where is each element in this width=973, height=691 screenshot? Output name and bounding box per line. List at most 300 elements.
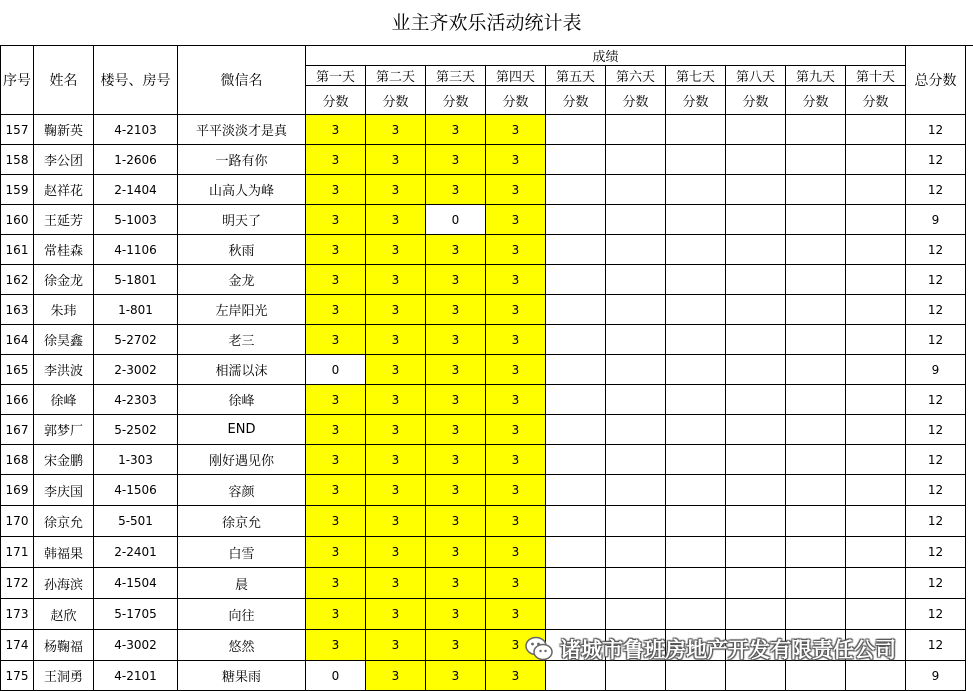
cell-seq: 157: [1, 115, 34, 145]
cell-score: [666, 355, 726, 385]
table-row: [1, 265, 966, 295]
cell-seq: 171: [1, 537, 34, 568]
cell-total: 9: [906, 355, 966, 385]
cell-seq: 173: [1, 599, 34, 630]
cell-total: 12: [906, 115, 966, 145]
cell-seq: 162: [1, 265, 34, 295]
cell-score: 3: [426, 506, 486, 537]
cell-name: 王延芳: [34, 205, 94, 235]
cell-name: 杨鞠福: [34, 630, 94, 661]
cell-score: [846, 415, 906, 445]
cell-score: [846, 445, 906, 475]
cell-score: 3: [426, 630, 486, 661]
cell-score: [546, 295, 606, 325]
cell-score: 3: [366, 630, 426, 661]
table-row: [1, 475, 966, 506]
cell-score: 3: [486, 385, 546, 415]
cell-score: 3: [486, 537, 546, 568]
cell-name: 鞠新英: [34, 115, 94, 145]
cell-score: [786, 385, 846, 415]
cell-total: 12: [906, 235, 966, 265]
cell-score: [606, 355, 666, 385]
cell-score: 3: [366, 145, 426, 175]
cell-score: 3: [366, 385, 426, 415]
header-day-3: 第三天: [426, 66, 486, 86]
header-day-10: 第十天: [846, 66, 906, 86]
cell-wechat: 向往: [178, 599, 306, 630]
cell-score: 3: [426, 115, 486, 145]
cell-total: 12: [906, 385, 966, 415]
cell-score: [726, 475, 786, 506]
cell-wechat: 秋雨: [178, 235, 306, 265]
header-score-label: 分数: [846, 86, 906, 115]
cell-total: 9: [906, 205, 966, 235]
cell-score: [846, 385, 906, 415]
table-row: [1, 630, 966, 661]
cell-seq: 175: [1, 661, 34, 691]
cell-score: [666, 475, 726, 506]
cell-score: 3: [426, 325, 486, 355]
cell-score: 3: [486, 115, 546, 145]
cell-score: 3: [306, 115, 366, 145]
cell-score: [666, 537, 726, 568]
cell-score: 3: [306, 175, 366, 205]
cell-score: [846, 630, 906, 661]
cell-seq: 174: [1, 630, 34, 661]
cell-score: 3: [366, 235, 426, 265]
cell-score: [546, 445, 606, 475]
cell-score: 3: [426, 415, 486, 445]
cell-score: [846, 599, 906, 630]
cell-score: 3: [426, 355, 486, 385]
header-score-label: 分数: [426, 86, 486, 115]
cell-score: 3: [486, 630, 546, 661]
cell-total: 12: [906, 630, 966, 661]
cell-score: 3: [306, 325, 366, 355]
cell-score: [726, 599, 786, 630]
cell-score: [666, 115, 726, 145]
header-score-label: 分数: [666, 86, 726, 115]
cell-score: [546, 661, 606, 691]
cell-score: [606, 385, 666, 415]
cell-score: [846, 295, 906, 325]
cell-wechat: 糖果雨: [178, 661, 306, 691]
cell-score: [846, 235, 906, 265]
cell-score: [546, 568, 606, 599]
cell-score: 3: [366, 265, 426, 295]
cell-name: 徐峰: [34, 385, 94, 415]
cell-room: 5-1003: [94, 205, 178, 235]
cell-score: [786, 115, 846, 145]
cell-score: [606, 599, 666, 630]
cell-score: [786, 475, 846, 506]
cell-room: 4-1106: [94, 235, 178, 265]
cell-score: 3: [366, 115, 426, 145]
cell-score: 3: [366, 661, 426, 691]
cell-score: [726, 235, 786, 265]
cell-score: 3: [426, 145, 486, 175]
cell-score: [786, 235, 846, 265]
cell-score: [606, 115, 666, 145]
cell-score: [846, 265, 906, 295]
cell-score: [546, 415, 606, 445]
cell-score: [786, 295, 846, 325]
table-row: [1, 537, 966, 568]
header-day-7: 第七天: [666, 66, 726, 86]
cell-score: 3: [486, 475, 546, 506]
cell-room: 1-2606: [94, 145, 178, 175]
cell-score: [546, 475, 606, 506]
cell-score: [606, 325, 666, 355]
table-row: [1, 506, 966, 537]
cell-room: 4-3002: [94, 630, 178, 661]
table-row: [1, 235, 966, 265]
cell-name: 王洞勇: [34, 661, 94, 691]
cell-score: 3: [366, 445, 426, 475]
cell-name: 韩福果: [34, 537, 94, 568]
cell-total: 12: [906, 145, 966, 175]
cell-score: [726, 355, 786, 385]
table-row: [1, 445, 966, 475]
cell-name: 徐金龙: [34, 265, 94, 295]
cell-score: 3: [426, 295, 486, 325]
cell-score: [786, 506, 846, 537]
cell-score: 3: [486, 145, 546, 175]
cell-score: [606, 145, 666, 175]
cell-score: 3: [306, 265, 366, 295]
cell-wechat: 明天了: [178, 205, 306, 235]
cell-score: [726, 661, 786, 691]
cell-total: 9: [906, 661, 966, 691]
table-row: [1, 175, 966, 205]
cell-name: 李洪波: [34, 355, 94, 385]
table-row: [1, 115, 966, 145]
cell-seq: 172: [1, 568, 34, 599]
cell-score: [606, 661, 666, 691]
cell-room: 2-2401: [94, 537, 178, 568]
cell-score: [606, 506, 666, 537]
header-score-label: 分数: [726, 86, 786, 115]
cell-score: [606, 265, 666, 295]
cell-score: [546, 115, 606, 145]
cell-score: [786, 661, 846, 691]
cell-seq: 165: [1, 355, 34, 385]
cell-score: 3: [426, 599, 486, 630]
cell-score: 3: [306, 295, 366, 325]
statistics-table: [0, 45, 966, 691]
cell-name: 郭梦厂: [34, 415, 94, 445]
cell-score: [606, 235, 666, 265]
header-name: 姓名: [34, 46, 94, 115]
cell-score: [546, 537, 606, 568]
cell-total: 12: [906, 175, 966, 205]
cell-score: [786, 145, 846, 175]
cell-score: [666, 265, 726, 295]
cell-score: [786, 537, 846, 568]
cell-score: 3: [486, 661, 546, 691]
cell-total: 12: [906, 415, 966, 445]
cell-score: [726, 175, 786, 205]
cell-score: [726, 445, 786, 475]
cell-total: 12: [906, 265, 966, 295]
cell-score: 3: [366, 295, 426, 325]
cell-score: [666, 235, 726, 265]
cell-wechat: 徐京允: [178, 506, 306, 537]
cell-name: 常桂森: [34, 235, 94, 265]
cell-room: 2-3002: [94, 355, 178, 385]
cell-score: 3: [426, 175, 486, 205]
header-score-label: 分数: [606, 86, 666, 115]
cell-score: 0: [426, 205, 486, 235]
cell-score: [666, 145, 726, 175]
cell-score: [666, 599, 726, 630]
header-wechat: 微信名: [178, 46, 306, 115]
header-seq: 序号: [1, 46, 34, 115]
cell-score: [546, 235, 606, 265]
cell-room: 5-501: [94, 506, 178, 537]
cell-score: [666, 506, 726, 537]
cell-score: 3: [366, 205, 426, 235]
cell-seq: 169: [1, 475, 34, 506]
cell-score: 3: [306, 205, 366, 235]
cell-score: [546, 630, 606, 661]
header-day-8: 第八天: [726, 66, 786, 86]
cell-total: 12: [906, 599, 966, 630]
cell-score: [666, 205, 726, 235]
header-day-6: 第六天: [606, 66, 666, 86]
cell-score: [846, 175, 906, 205]
cell-score: 3: [486, 506, 546, 537]
header-day-1: 第一天: [306, 66, 366, 86]
cell-score: [546, 385, 606, 415]
cell-score: 3: [366, 175, 426, 205]
watermark-text: 诸城市鲁班房地产开发有限责任公司: [560, 638, 896, 662]
cell-score: [846, 661, 906, 691]
cell-total: 12: [906, 568, 966, 599]
cell-score: [726, 205, 786, 235]
cell-score: [726, 568, 786, 599]
cell-score: 3: [426, 661, 486, 691]
header-score-label: 分数: [366, 86, 426, 115]
cell-total: 12: [906, 325, 966, 355]
cell-wechat: 悠然: [178, 630, 306, 661]
cell-score: 3: [486, 295, 546, 325]
cell-score: 3: [426, 475, 486, 506]
cell-room: 4-2103: [94, 115, 178, 145]
cell-score: 3: [306, 235, 366, 265]
cell-score: [666, 630, 726, 661]
cell-room: 5-1705: [94, 599, 178, 630]
cell-score: 3: [366, 415, 426, 445]
cell-score: [846, 325, 906, 355]
header-day-4: 第四天: [486, 66, 546, 86]
cell-score: [846, 537, 906, 568]
cell-score: [786, 445, 846, 475]
cell-seq: 159: [1, 175, 34, 205]
table-row: [1, 415, 966, 445]
cell-score: [726, 295, 786, 325]
cell-score: [726, 145, 786, 175]
table-row: [1, 568, 966, 599]
header-score-label: 分数: [306, 86, 366, 115]
cell-score: [786, 599, 846, 630]
cell-score: 3: [366, 355, 426, 385]
cell-score: 3: [306, 630, 366, 661]
cell-score: 3: [486, 415, 546, 445]
cell-score: [546, 599, 606, 630]
cell-room: 1-801: [94, 295, 178, 325]
cell-score: [546, 355, 606, 385]
cell-score: 3: [306, 537, 366, 568]
cell-seq: 166: [1, 385, 34, 415]
table-row: [1, 325, 966, 355]
cell-score: [666, 295, 726, 325]
cell-name: 赵祥花: [34, 175, 94, 205]
cell-score: [546, 325, 606, 355]
cell-score: [606, 445, 666, 475]
cell-score: 3: [306, 145, 366, 175]
cell-score: [726, 415, 786, 445]
cell-score: 3: [366, 599, 426, 630]
cell-score: 3: [426, 265, 486, 295]
cell-score: [786, 175, 846, 205]
cell-score: [726, 115, 786, 145]
cell-score: [606, 295, 666, 325]
header-score-label: 分数: [486, 86, 546, 115]
cell-score: 3: [486, 355, 546, 385]
cell-score: [846, 506, 906, 537]
cell-score: 3: [486, 235, 546, 265]
header-day-9: 第九天: [786, 66, 846, 86]
cell-score: [786, 630, 846, 661]
cell-score: [546, 265, 606, 295]
cell-score: 3: [486, 175, 546, 205]
cell-score: [666, 568, 726, 599]
table-row: [1, 385, 966, 415]
cell-name: 徐京允: [34, 506, 94, 537]
cell-wechat: END: [178, 415, 306, 445]
cell-score: [786, 415, 846, 445]
cell-score: 3: [306, 445, 366, 475]
cell-wechat: 金龙: [178, 265, 306, 295]
cell-score: [606, 415, 666, 445]
cell-score: 0: [306, 355, 366, 385]
cell-score: [786, 325, 846, 355]
header-day-2: 第二天: [366, 66, 426, 86]
page-title: 业主齐欢乐活动统计表: [0, 0, 973, 46]
cell-score: 3: [486, 568, 546, 599]
cell-score: [666, 415, 726, 445]
header-scores-group: 成绩: [306, 46, 906, 66]
cell-room: 5-1801: [94, 265, 178, 295]
cell-score: [726, 630, 786, 661]
cell-score: [846, 115, 906, 145]
cell-score: 3: [486, 325, 546, 355]
cell-score: [606, 475, 666, 506]
cell-seq: 163: [1, 295, 34, 325]
cell-score: 3: [366, 537, 426, 568]
cell-name: 李庆国: [34, 475, 94, 506]
cell-room: 1-303: [94, 445, 178, 475]
cell-name: 朱玮: [34, 295, 94, 325]
cell-score: [846, 145, 906, 175]
cell-room: 4-1504: [94, 568, 178, 599]
cell-wechat: 刚好遇见你: [178, 445, 306, 475]
cell-score: [606, 630, 666, 661]
cell-score: [606, 205, 666, 235]
cell-score: [546, 506, 606, 537]
cell-total: 12: [906, 537, 966, 568]
cell-score: 3: [486, 445, 546, 475]
cell-seq: 158: [1, 145, 34, 175]
cell-score: 3: [306, 506, 366, 537]
cell-score: 3: [366, 475, 426, 506]
cell-name: 赵欣: [34, 599, 94, 630]
cell-name: 徐昊鑫: [34, 325, 94, 355]
cell-score: [546, 175, 606, 205]
cell-score: 3: [366, 325, 426, 355]
cell-score: 3: [306, 475, 366, 506]
cell-score: [666, 661, 726, 691]
cell-room: 5-2502: [94, 415, 178, 445]
cell-score: 3: [306, 385, 366, 415]
header-score-label: 分数: [546, 86, 606, 115]
cell-seq: 170: [1, 506, 34, 537]
cell-room: 5-2702: [94, 325, 178, 355]
cell-score: [546, 145, 606, 175]
cell-score: [846, 355, 906, 385]
cell-seq: 164: [1, 325, 34, 355]
cell-room: 4-2303: [94, 385, 178, 415]
cell-score: [786, 265, 846, 295]
cell-seq: 161: [1, 235, 34, 265]
cell-score: [726, 265, 786, 295]
cell-score: [666, 445, 726, 475]
cell-wechat: 白雪: [178, 537, 306, 568]
cell-score: [666, 385, 726, 415]
cell-score: 3: [486, 205, 546, 235]
cell-score: [666, 175, 726, 205]
header-day-5: 第五天: [546, 66, 606, 86]
cell-room: 4-1506: [94, 475, 178, 506]
cell-room: 2-1404: [94, 175, 178, 205]
cell-seq: 160: [1, 205, 34, 235]
cell-score: 3: [306, 568, 366, 599]
cell-name: 李公团: [34, 145, 94, 175]
cell-score: 0: [306, 661, 366, 691]
cell-score: 3: [366, 506, 426, 537]
table-row: [1, 295, 966, 325]
cell-wechat: 一路有你: [178, 145, 306, 175]
header-total: 总分数: [906, 46, 966, 115]
cell-score: [606, 537, 666, 568]
table-row: [1, 205, 966, 235]
header-room: 楼号、房号: [94, 46, 178, 115]
header-score-label: 分数: [786, 86, 846, 115]
cell-score: [726, 385, 786, 415]
cell-score: [846, 568, 906, 599]
cell-score: 3: [426, 385, 486, 415]
cell-wechat: 晨: [178, 568, 306, 599]
cell-score: [546, 205, 606, 235]
cell-score: [606, 568, 666, 599]
cell-score: 3: [486, 599, 546, 630]
cell-score: [726, 537, 786, 568]
cell-wechat: 老三: [178, 325, 306, 355]
cell-wechat: 平平淡淡才是真: [178, 115, 306, 145]
cell-score: 3: [486, 265, 546, 295]
cell-total: 12: [906, 475, 966, 506]
